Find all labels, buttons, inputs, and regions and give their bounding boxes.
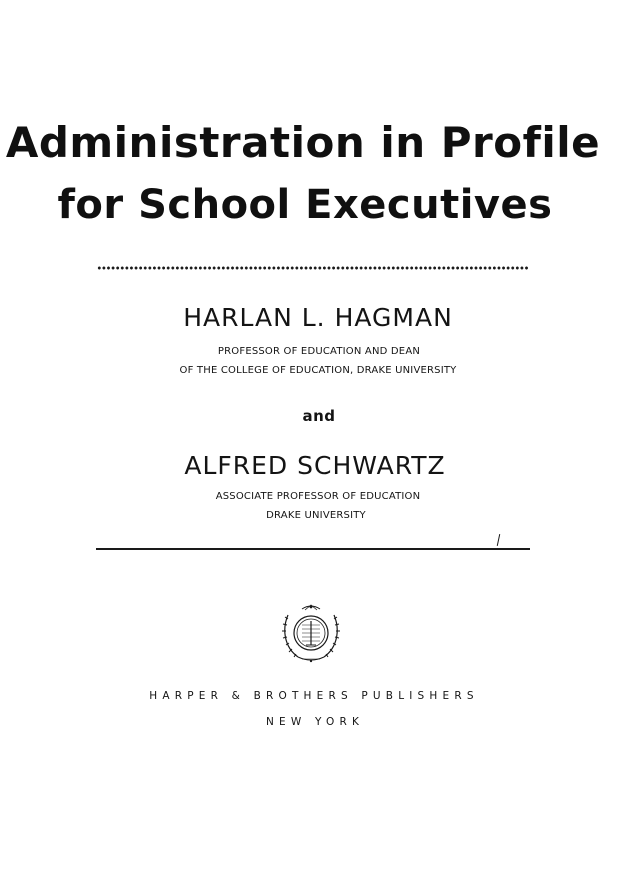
author-1-name: HARLAN L. HAGMAN [183, 303, 453, 332]
publisher-emblem-icon [280, 601, 342, 665]
stray-mark [497, 534, 500, 546]
dotted-divider [97, 266, 529, 270]
solid-divider [96, 548, 530, 550]
conjunction-and: and [302, 407, 336, 425]
publisher-city: NEW YORK [265, 716, 365, 728]
author-1-affiliation-line-2: OF THE COLLEGE OF EDUCATION, DRAKE UNIVERSITY [179, 365, 457, 376]
title-line-2: for School Executives [57, 182, 553, 228]
author-2-affiliation-line-2: DRAKE UNIVERSITY [266, 510, 366, 521]
publisher-name: HARPER & BROTHERS PUBLISHERS [149, 690, 479, 702]
author-1-affiliation-line-1: PROFESSOR OF EDUCATION AND DEAN [217, 346, 421, 357]
title-line-1: Administration in Profile [5, 118, 601, 167]
author-2-name: ALFRED SCHWARTZ [184, 451, 446, 480]
author-2-affiliation-line-1: ASSOCIATE PROFESSOR OF EDUCATION [215, 491, 421, 502]
